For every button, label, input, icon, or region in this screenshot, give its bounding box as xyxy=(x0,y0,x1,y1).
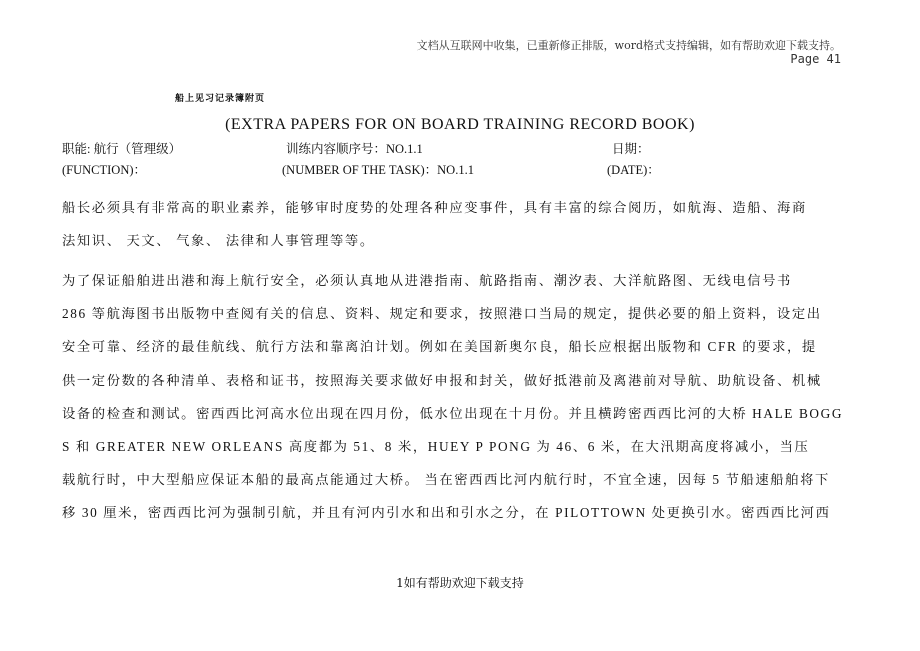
text-line: 286 等航海图书出版物中查阅有关的信息、资料、规定和要求，按照港口当局的规定，提供必要的船上资料，设定出 xyxy=(62,306,822,322)
text-line: 设备的检查和测试。密西西比河高水位出现在四月份，低水位出现在十月份。并且横跨密西西比河的大桥 HALE BOGG xyxy=(62,405,844,421)
date-label-en: (DATE)： xyxy=(607,163,660,177)
task-number-cn: 训练内容顺序号：NO.1.1 xyxy=(286,142,423,156)
page-footer: 1如有帮助欢迎下载支持 xyxy=(396,576,524,590)
text-line: 法知识、 天文、 气象、 法律和人事管理等等。 xyxy=(62,233,375,249)
text-line: 供一定份数的各种清单、表格和证书，按照海关要求做好申报和封关，做好抵港前及离港前对导航、助航设备、机械 xyxy=(62,372,822,388)
paragraph-navigation-safety xyxy=(62,268,862,526)
download-notice: 文档从互联网中收集，已重新修正排版，word格式支持编辑，如有帮助欢迎下载支持。 xyxy=(416,39,841,52)
text-line: S 和 GREATER NEW ORLEANS 高度都为 51、8 米，HUEY P PONG 为 46、6 米，在大汛期高度将减小，当压 xyxy=(62,439,810,455)
task-number-en: (NUMBER OF THE TASK)：NO.1.1 xyxy=(282,163,474,177)
text-line: 载航行时，中大型船应保证本船的最高点能通过大桥。 当在密西西比河内航行时，不宜全速，因每 5 节船速船舶将下 xyxy=(62,472,830,488)
text-line: 为了保证船舶进出港和海上航行安全，必须认真地从进港指南、航路指南、潮汐表、大洋航路图、无线电信号书 xyxy=(62,273,792,288)
section-subheading: 船上见习记录簿附页 xyxy=(175,94,266,104)
text-line: 移 30 厘米，密西西比河为强制引航，并且有河内引水和出和引水之分，在 PILOTTOWN 处更换引水。密西西比河西 xyxy=(62,505,831,521)
date-label-cn: 日期： xyxy=(612,142,650,156)
document-title: (EXTRA PAPERS FOR ON BOARD TRAINING RECORD BOOK) xyxy=(225,116,695,133)
text-line: 安全可靠、经济的最佳航线、航行方法和靠离泊计划。例如在美国新奥尔良，船长应根据出版物和 CFR 的要求，提 xyxy=(62,339,817,355)
page-number: Page 41 xyxy=(790,52,841,66)
function-label-en: (FUNCTION)： xyxy=(62,163,147,177)
function-label-cn: 职能: 航行（管理级） xyxy=(62,142,182,156)
paragraph-captain-qualities xyxy=(62,195,862,253)
text-line: 船长必须具有非常高的职业素养，能够审时度势的处理各种应变事件，具有丰富的综合阅历，如航海、造船、海商 xyxy=(62,200,807,215)
